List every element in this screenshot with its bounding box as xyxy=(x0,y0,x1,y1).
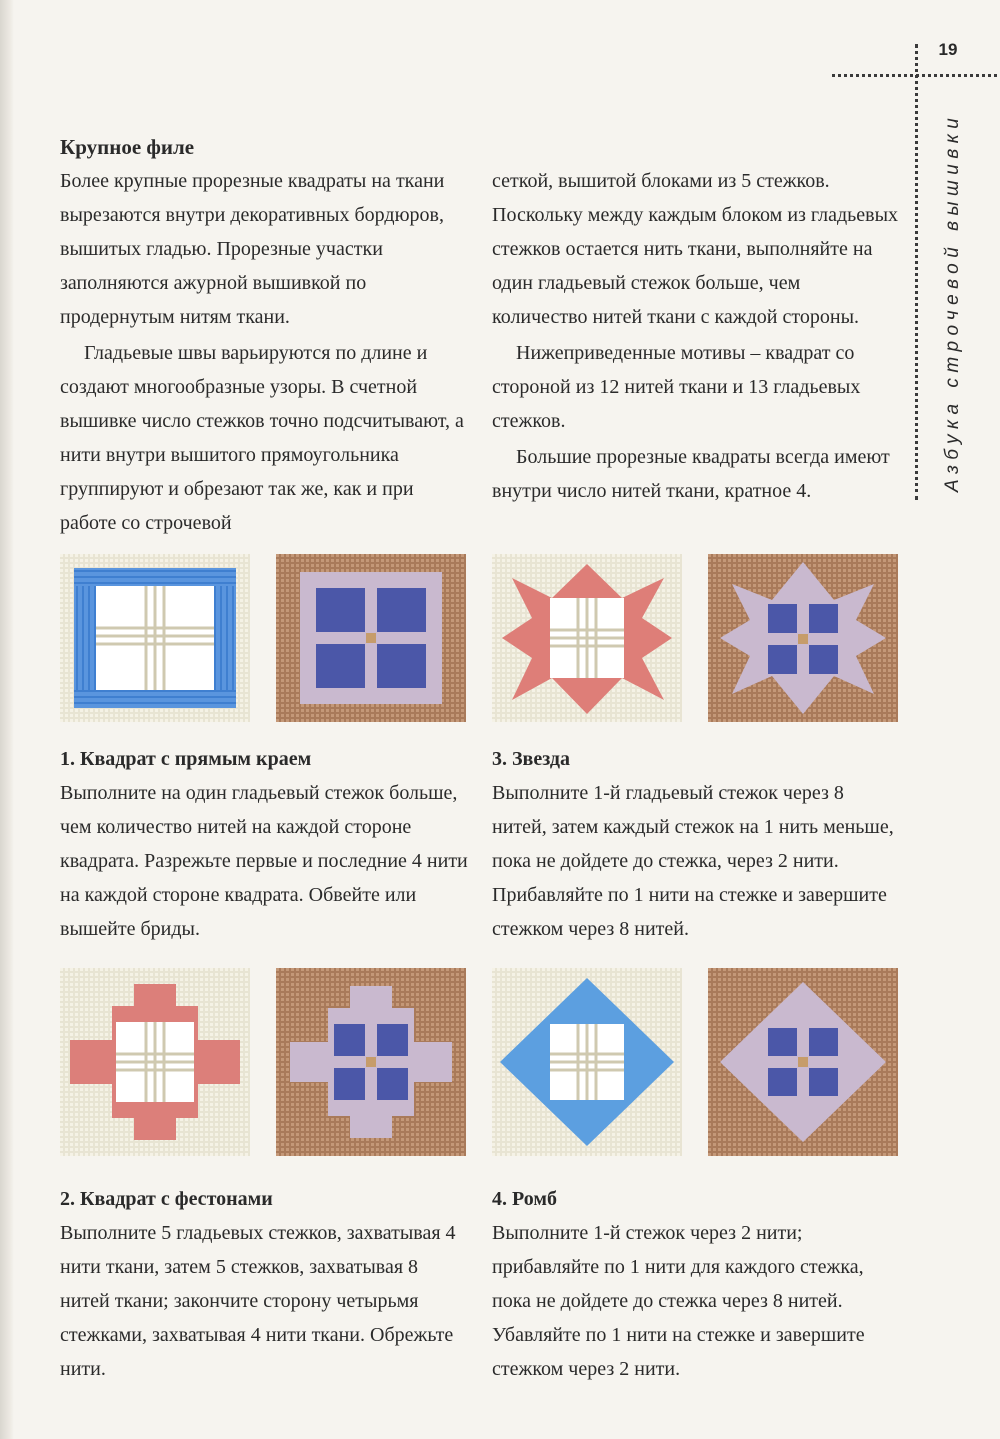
motif-1-diagram xyxy=(60,554,250,722)
motif-1-photo xyxy=(276,554,466,722)
motif-2-diagram xyxy=(60,968,250,1156)
motif-title: 3. Звезда xyxy=(492,748,571,770)
intro-paragraph: Нижеприведенные мотивы – квадрат со стороной из 12 нитей ткани и 13 гладьевых стежков. xyxy=(492,342,861,432)
motif-1-caption xyxy=(60,742,470,946)
intro-paragraph: сеткой, вышитой блоками из 5 стежков. Поскольку между каждым блоком из гладьевых стежков остается нить ткани, выполняйте на один гладьевый стежок больше, чем количество нитей ткани с каждой стороны. xyxy=(492,170,899,328)
motif-description: Выполните на один гладьевый стежок больше, чем количество нитей на каждой стороне квадрата. Разрежьте первые и последние 4 нити на каждой стороне квадрата. Обвейте или вышейте бриды. xyxy=(60,782,468,940)
dotted-rule-vertical xyxy=(915,44,918,500)
page-number: 19 xyxy=(938,40,958,59)
motif-description: Выполните 5 гладьевых стежков, захватывая 4 нити ткани, затем 5 стежков, захватывая 8 нитей ткани; закончите сторону четырьмя стежками, захватывая 4 нити ткани. Обрежьте нити. xyxy=(60,1222,456,1380)
motif-title: 1. Квадрат с прямым краем xyxy=(60,748,312,770)
intro-paragraph: Более крупные прорезные квадраты на ткани вырезаются внутри декоративных бордюров, вышитых гладью. Прорезные участки заполняются ажурной вышивкой по продернутым нитям ткани. xyxy=(60,170,445,328)
motif-description: Выполните 1-й стежок через 2 нити; прибавляйте по 1 нити для каждого стежка, пока не дойдете до стежка через 8 нитей. Убавляйте по 1 нити на стежке и завершите стежком через 2 нити. xyxy=(492,1222,865,1380)
motif-4-caption xyxy=(492,1182,900,1386)
motif-2-photo xyxy=(276,968,466,1156)
motif-3-photo xyxy=(708,554,898,722)
intro-paragraph: Гладьевые швы варьируются по длине и создают многообразные узоры. В счетной вышивке число стежков точно подсчитывают, а нити внутри вышитого прямоугольника группируют и обрезают так же, как и при работе со строчевой xyxy=(60,342,464,534)
intro-right-column xyxy=(492,164,900,508)
motif-title: 4. Ромб xyxy=(492,1188,557,1210)
intro-left-column xyxy=(60,130,470,540)
motif-3-caption xyxy=(492,742,900,946)
motif-4-diagram xyxy=(492,968,682,1156)
motif-description: Выполните 1-й гладьевый стежок через 8 нитей, затем каждый стежок на 1 нить меньше, пока не дойдете до стежка, через 2 нити. Прибавляйте по 1 нити на стежке и завершите стежком через 8 нитей. xyxy=(492,782,894,940)
motif-3-diagram xyxy=(492,554,682,722)
book-spine-shadow xyxy=(0,0,14,1439)
motif-2-caption xyxy=(60,1182,470,1386)
section-heading: Крупное филе xyxy=(60,135,195,159)
motif-title: 2. Квадрат с фестонами xyxy=(60,1188,273,1210)
intro-paragraph: Большие прорезные квадраты всегда имеют внутри число нитей ткани, кратное 4. xyxy=(492,446,890,502)
motif-4-photo xyxy=(708,968,898,1156)
side-running-title: Азбука строчевой вышивки xyxy=(942,112,963,492)
